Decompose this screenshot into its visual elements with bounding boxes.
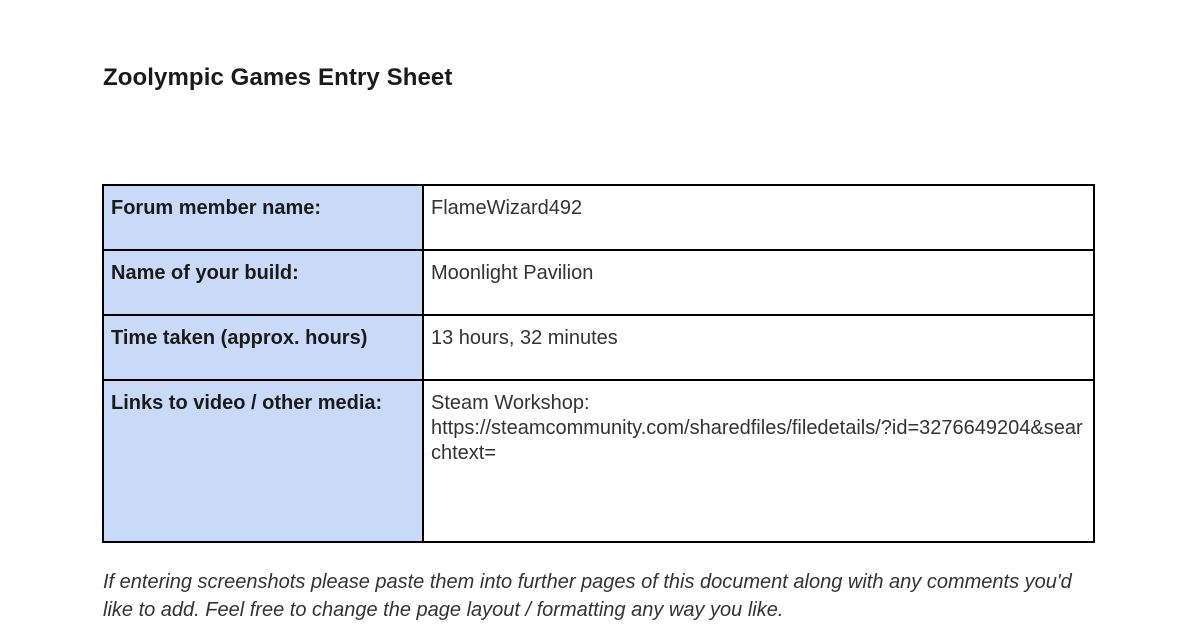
table-row-forum-member [103, 185, 1094, 250]
media-link-heading: Steam Workshop: [431, 392, 590, 414]
table-row-media-links [103, 380, 1094, 542]
value-time-taken[interactable]: 13 hours, 32 minutes [423, 315, 1094, 380]
value-forum-member-name[interactable]: FlameWizard492 [423, 185, 1094, 250]
entry-table [102, 184, 1095, 543]
footnote: If entering screenshots please paste them into further pages of this document along with any comments you'd like to add. Feel free to change the page layout / formatting any way you like. [103, 571, 1072, 621]
table-row-build-name [103, 250, 1094, 315]
value-media-links[interactable] [423, 380, 1094, 542]
label-media-links: Links to video / other media: [103, 380, 423, 542]
label-forum-member-name: Forum member name: [103, 185, 423, 250]
label-time-taken: Time taken (approx. hours) [103, 315, 423, 380]
media-link-url[interactable]: https://steamcommunity.com/sharedfiles/filedetails/?id=3276649204&searchtext= [431, 417, 1083, 464]
value-build-name[interactable]: Moonlight Pavilion [423, 250, 1094, 315]
page-title: Zoolympic Games Entry Sheet [103, 64, 453, 91]
table-row-time-taken [103, 315, 1094, 380]
label-build-name: Name of your build: [103, 250, 423, 315]
